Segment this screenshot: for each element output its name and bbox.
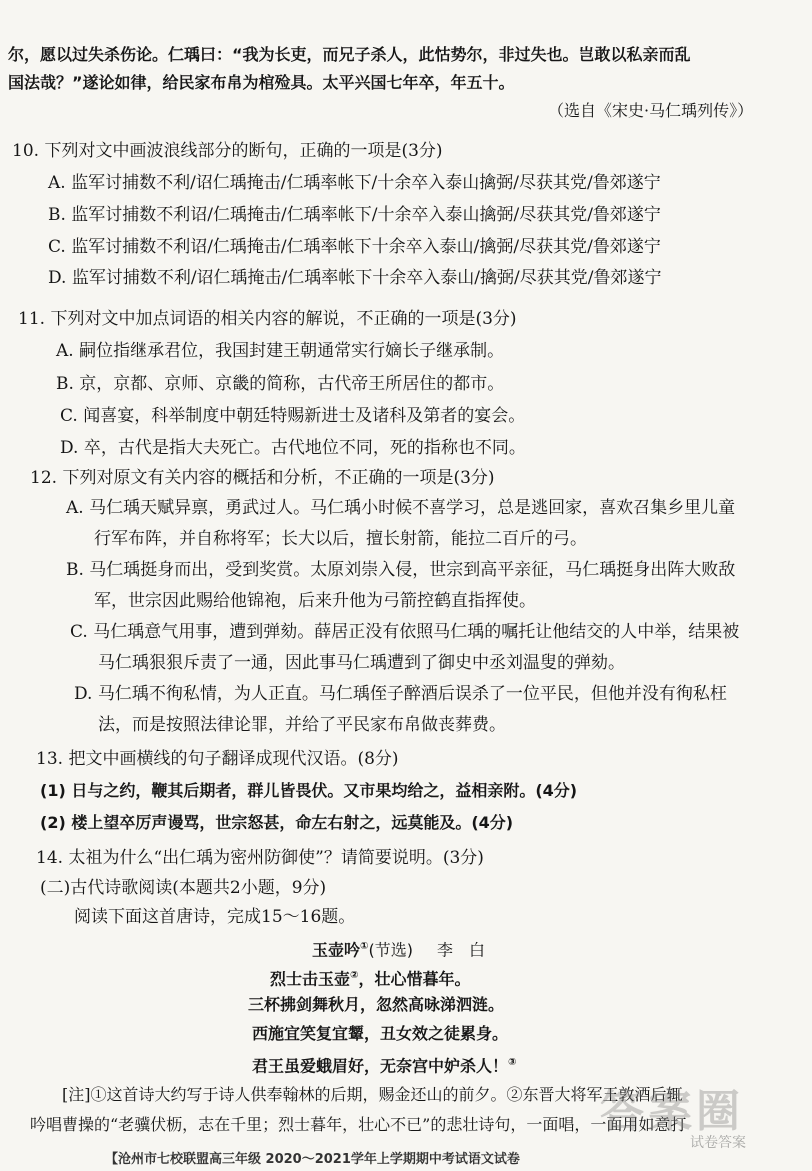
question-11-option-d: D. 卒，古代是指大夫死亡。古代地位不同，死的指称也不同。 [60,438,526,458]
question-11-option-b: B. 京，京都、京师、京畿的简称，古代帝王所居住的都市。 [56,374,505,394]
passage-text: 尔，愿以过失杀伤论。仁瑀曰：“我为长吏，而兄子杀人，此怙势尔，非过失也。 [8,45,579,64]
poem-line-1 [270,965,471,990]
footer-text: 【沧州市七校联盟高三年级 2020～2021学年上学期期中考试语文试卷 [105,1152,520,1167]
question-12-option-d-line-1: D. 马仁瑀不徇私情，为人正直。马仁瑀侄子醉酒后误杀了一位平民，但他并没有徇私枉 [74,684,727,704]
question-12-option-a-line-2: 行军布阵，并自称将军；长大以后，擅长射箭，能拉二百斤的弓。 [94,529,587,549]
passage-source: （选自《宋史·马仁瑀列传》） [548,101,754,120]
poem-line-4-note-mark: ③ [508,1057,517,1068]
question-10-option-b: B. 监军讨捕数不利诏/仁瑀掩击/仁瑀率帐下/十余卒入泰山擒弼/尽获其党/鲁郊遂宁 [48,205,661,225]
poem-notes-line-1: [注]①这首诗大约写于诗人供奉翰林的后期，赐金还山的前夕。②东晋大将军王敦酒后辄 [62,1085,683,1104]
watermark-logo: 答案圈 [600,1086,744,1137]
question-11-option-a: A. 嗣位指继承君位，我国封建王朝通常实行嫡长子继承制。 [56,341,505,361]
poem-title-note-mark: ① [360,941,369,952]
question-10-option-d: D. 监军讨捕数不利/诏仁瑀掩击/仁瑀率帐下十余卒入泰山/擒弼/尽获其党/鲁郊遂宁 [48,268,662,288]
poem-line-1-part-b: ，壮心惜暮年。 [358,969,471,989]
passage-handwritten-text: 岂敢以私亲而乱 [578,45,691,64]
question-12-stem: 12. 下列对原文有关内容的概括和分析，不正确的一项是(3分) [30,468,495,488]
watermark-caption: 试卷答案 [690,1135,746,1151]
question-12-option-c-line-2: 马仁瑀狠狠斥责了一通，因此事马仁瑀遭到了御史中丞刘温叟的弹劾。 [98,653,625,673]
poem-line-2: 三杯拂剑舞秋月，忽然高咏涕泗涟。 [248,995,505,1014]
poem-subtitle: (节选) [368,940,413,960]
poem-line-1-part-a: 烈士击玉壶 [270,969,351,989]
poem-line-4-text: 君王虽爱蛾眉好，无奈宫中妒杀人！ [252,1056,509,1076]
poem-line-4 [252,1052,516,1077]
poem-notes-line-2: 吟唱曹操的“老骥伏枥，志在千里；烈士暮年，壮心不已”的悲壮诗句，一面唱，一面用如意打 [30,1115,687,1134]
question-12-option-a-line-1: A. 马仁瑀天赋异禀，勇武过人。马仁瑀小时候不喜学习，总是逃回家，喜欢召集乡里儿童 [66,498,736,518]
question-13-stem: 13. 把文中画横线的句子翻译成现代汉语。(8分) [36,749,399,769]
question-14-stem: 14. 太祖为什么“出仁瑀为密州防御使”？请简要说明。(3分) [36,848,484,868]
poem-line-1-note-mark: ② [350,970,359,981]
passage-line-2: 国法哉？”遂论如律，给民家布帛为棺殓具。太平兴国七年卒，年五十。 [8,73,515,92]
question-13-sentence-1: (1) 日与之约，鞭其后期者，群儿皆畏伏。又市果均给之，益相亲附。(4分) [40,781,578,800]
poem-title: 玉壶吟 [312,940,361,960]
question-12-option-c-line-1: C. 马仁瑀意气用事，遭到弹劾。薛居正没有依照马仁瑀的嘱托让他结交的人中举，结果被 [70,622,740,642]
section-2-intro: 阅读下面这首唐诗，完成15～16题。 [74,907,356,927]
question-13-sentence-2: (2) 楼上望卒厉声谩骂，世宗怒甚，命左右射之，远莫能及。(4分) [40,813,514,832]
passage-line-1 [8,44,691,66]
question-10-stem: 10. 下列对文中画波浪线部分的断句，正确的一项是(3分) [12,141,443,161]
question-12-option-d-line-2: 法，而是按照法律论罪，并给了平民家布帛做丧葬费。 [98,715,506,735]
question-11-stem: 11. 下列对文中加点词语的相关内容的解说，不正确的一项是(3分) [18,309,517,329]
section-2-title: (二)古代诗歌阅读(本题共2小题，9分) [40,878,327,898]
poem-line-3: 西施宜笑复宜颦，丑女效之徒累身。 [252,1024,509,1043]
question-12-option-b-line-1: B. 马仁瑀挺身而出，受到奖赏。太原刘崇入侵，世宗到高平亲征，马仁瑀挺身出阵大败敌 [66,560,736,580]
poem-author: 李 白 [436,940,485,960]
question-12-option-b-line-2: 军，世宗因此赐给他锦袍，后来升他为弓箭控鹤直指挥使。 [94,591,536,611]
question-11-option-c: C. 闻喜宴，科举制度中朝廷特赐新进士及诸科及第者的宴会。 [60,406,526,426]
poem-title-line [312,936,485,961]
question-10-option-a: A. 监军讨捕数不利/诏仁瑀掩击/仁瑀率帐下/十余卒入泰山擒弼/尽获其党/鲁郊遂宁 [48,173,661,193]
question-10-option-c: C. 监军讨捕数不利诏/仁瑀掩击/仁瑀率帐下十余卒入泰山/擒弼/尽获其党/鲁郊遂宁 [48,237,661,257]
